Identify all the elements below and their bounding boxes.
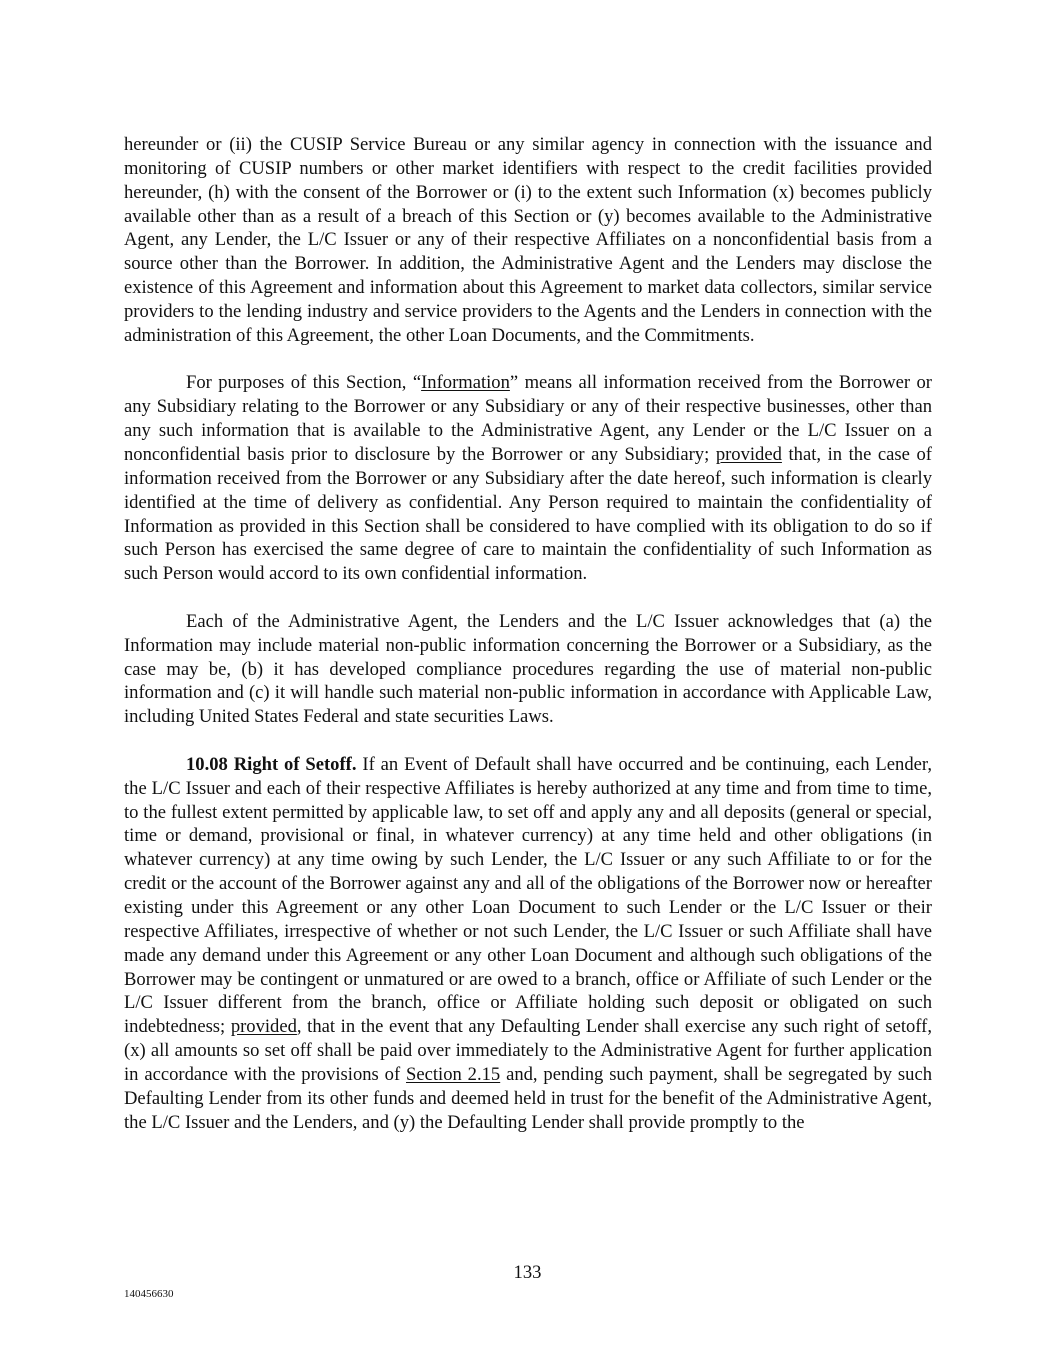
paragraph-acknowledgement: Each of the Administrative Agent, the Lenders and the L/C Issuer acknowledges that (a) the Information may include material non-public information concerning the Borrower or a Subsidiary, as the case may be, (b) it has developed compliance procedures regarding the use of material non-public information and (c) it will handle such material non-public information in accordance with Applicable Law, including United States Federal and state securities Laws. [124, 610, 932, 728]
text-span: For purposes of this Section, “ [186, 372, 422, 394]
document-id: 140456630 [124, 1288, 174, 1300]
section-heading-10-08: 10.08 Right of Setoff. [186, 753, 357, 775]
defined-term-information: Information [421, 372, 510, 394]
paragraph-right-of-setoff [124, 753, 932, 1135]
paragraph-information-definition [124, 371, 932, 586]
text-span: and, pending such payment, shall be segregated by such Defaulting Lender from its other funds and deemed held in trust for the benefit of the Administrative Agent, the L/C Issuer and the Lenders, and (y) the Defaulting Lender shall provide promptly to the [124, 1063, 932, 1133]
text-span: If an Event of Default shall have occurred and be continuing, each Lender, the L/C Issuer and each of their respective Affiliates is hereby authorized at any time and from time to time, to the fullest extent permitted by applicable law, to set off and apply any and all deposits (general or special, time or demand, provisional or final, in whatever currency) at any time held and other obligations (in whatever currency) at any time owing by such Lender, the L/C Issuer or any such Affiliate to or for the credit or the account of the Borrower against any and all of the obligations of the Borrower now or hereafter existing under this Agreement or any other Loan Document to such Lender or the L/C Issuer or their respective Affiliates, irrespective of whether or not such Lender, the L/C Issuer or such Affiliate shall have made any demand under this Agreement or any other Loan Document and although such obligations of the Borrower may be contingent or unmatured or are owed to a branch, office or Affiliate of such Lender or the L/C Issuer different from the branch, office or Affiliate holding such deposit or obligated on such indebtedness; [124, 753, 932, 1038]
text-span: that, in the case of information received from the Borrower or any Subsidiary after the date hereof, such information is clearly identified at the time of delivery as confidential. Any Person required to maintain the confidentiality of Information as provided in this Section shall be considered to have complied with its obligation to do so if such Person has exercised the same degree of care to maintain the confidentiality of such Information as such Person would accord to its own confidential information. [124, 443, 932, 585]
proviso-provided: provided [230, 1016, 297, 1038]
page-number: 133 [513, 1262, 542, 1283]
text-span: ” means all information received from the Borrower or any Subsidiary relating to the Borrower or any Subsidiary or any of their respective businesses, other than any such information that is available to the Administrative Agent, any Lender or the L/C Issuer on a nonconfidential basis prior to disclosure by the Borrower or any Subsidiary; [124, 372, 933, 465]
document-page [124, 133, 932, 1158]
paragraph-disclosure-continued: hereunder or (ii) the CUSIP Service Bureau or any similar agency in connection with the issuance and monitoring of CUSIP numbers or other market identifiers with respect to the credit facilities provided hereunder, (h) with the consent of the Borrower or (i) to the extent such Information (x) becomes publicly available other than as a result of a breach of this Section or (y) becomes available to the Administrative Agent, any Lender, the L/C Issuer or any of their respective Affiliates on a nonconfidential basis from a source other than the Borrower. In addition, the Administrative Agent and the Lenders may disclose the existence of this Agreement and information about this Agreement to market data collectors, similar service providers to the lending industry and service providers to the Agents and the Lenders in connection with the administration of this Agreement, the other Loan Documents, and the Commitments. [124, 134, 932, 346]
text-span: , that in the event that any Defaulting Lender shall exercise any such right of setoff, (x) all amounts so set off shall be paid over immediately to the Administrative Agent for further application in accordance with the provisions of [124, 1016, 932, 1085]
proviso-provided: provided [715, 443, 782, 465]
section-reference-2-15: Section 2.15 [406, 1063, 501, 1085]
